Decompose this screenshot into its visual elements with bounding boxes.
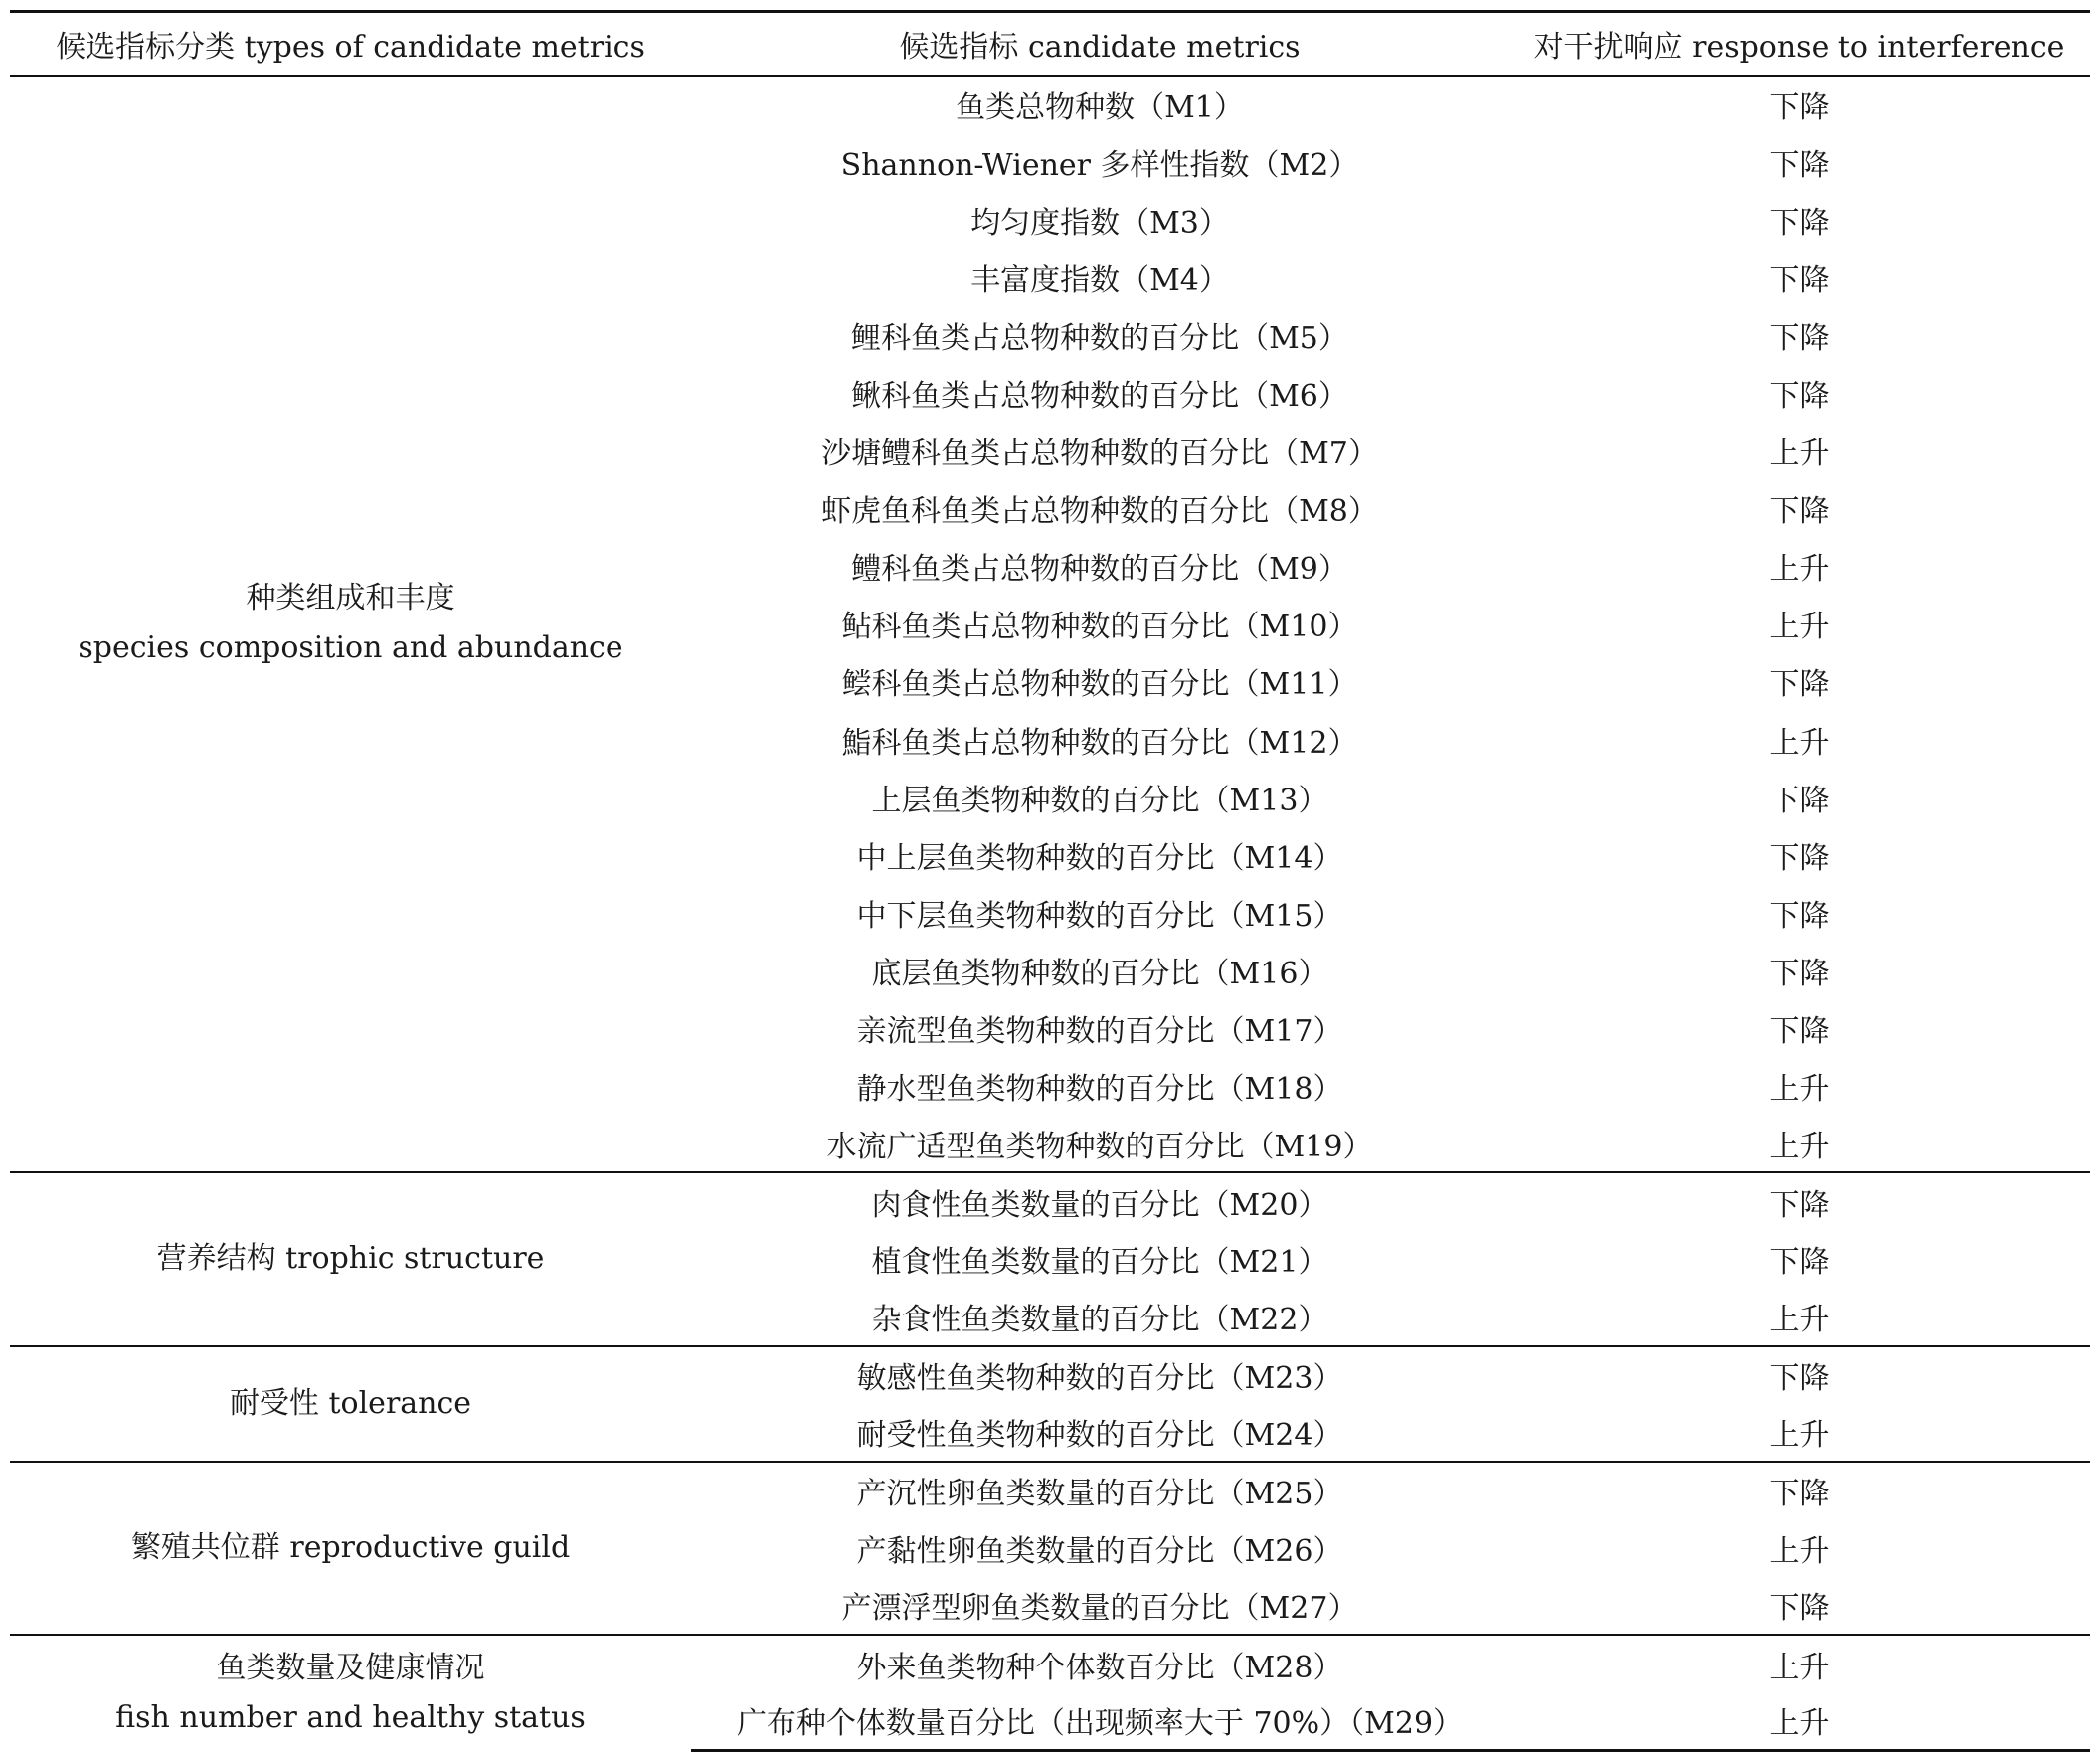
response-cell: 下降 (1769, 840, 1830, 876)
response-cell: 下降 (1769, 90, 1830, 126)
response-cell: 上升 (1769, 1418, 1830, 1454)
table-row (10, 1172, 2090, 1230)
response-cell: 下降 (1769, 783, 1830, 818)
metric-cell: 上层鱼类物种数的百分比（M13） (871, 783, 1328, 818)
response-cell: 下降 (1769, 1245, 1830, 1281)
metric-cell: 虾虎鱼科鱼类占总物种数的百分比（M8） (821, 494, 1378, 530)
header-response: 对干扰响应 response to interference (1533, 29, 2065, 65)
response-cell: 下降 (1769, 205, 1830, 241)
table-row (10, 1635, 2090, 1692)
table-row (10, 1346, 2090, 1404)
metric-cell: 底层鱼类物种数的百分比（M16） (871, 956, 1328, 991)
metric-cell: 敏感性鱼类物种数的百分比（M23） (691, 1346, 1508, 1404)
response-cell: 下降 (1769, 1014, 1830, 1050)
response-cell: 下降 (1769, 667, 1830, 703)
response-cell: 下降 (1769, 1591, 1830, 1627)
table-row (10, 1462, 2090, 1519)
category-cell (10, 1346, 691, 1462)
metric-cell: 植食性鱼类数量的百分比（M21） (871, 1245, 1328, 1281)
response-cell: 下降 (1769, 956, 1830, 991)
metrics-table (10, 10, 2090, 1752)
metric-cell: 亲流型鱼类物种数的百分比（M17） (856, 1014, 1343, 1050)
header-row (10, 12, 2090, 76)
category-label-zh: 种类组成和丰度 (246, 581, 455, 616)
metric-cell: 静水型鱼类物种数的百分比（M18） (856, 1072, 1343, 1108)
response-cell: 下降 (1508, 1462, 2090, 1519)
category-label-zh: 繁殖共位群 reproductive guild (130, 1529, 571, 1565)
metric-cell: 耐受性鱼类物种数的百分比（M24） (856, 1418, 1343, 1454)
metric-cell: 沙塘鳢科鱼类占总物种数的百分比（M7） (821, 437, 1378, 472)
metric-cell: 水流广适型鱼类物种数的百分比（M19） (826, 1129, 1373, 1164)
metric-cell: 丰富度指数（M4） (970, 263, 1229, 298)
response-cell: 上升 (1508, 1692, 2090, 1750)
response-cell: 下降 (1769, 263, 1830, 298)
header-metric: 候选指标 candidate metrics (899, 29, 1301, 65)
metric-cell: 鳢科鱼类占总物种数的百分比（M9） (851, 552, 1348, 588)
category-label-en: fish number and healthy status (115, 1699, 586, 1735)
category-cell (10, 76, 691, 1173)
metric-cell: 中上层鱼类物种数的百分比（M14） (856, 840, 1343, 876)
metric-cell: 产漂浮型卵鱼类数量的百分比（M27） (841, 1591, 1358, 1627)
response-cell: 上升 (1769, 1303, 1830, 1338)
metric-cell: 鱼类总物种数（M1） (956, 90, 1244, 126)
category-cell (10, 1635, 691, 1750)
table-body (10, 76, 2090, 1751)
metric-cell: 鲤科鱼类占总物种数的百分比（M5） (851, 320, 1348, 356)
metric-cell: 肉食性鱼类数量的百分比（M20） (691, 1172, 1508, 1230)
category-cell (10, 1462, 691, 1635)
response-cell: 下降 (1769, 379, 1830, 415)
category-cell (10, 1172, 691, 1345)
metric-cell: 杂食性鱼类数量的百分比（M22） (871, 1303, 1328, 1338)
response-cell: 下降 (1769, 320, 1830, 356)
metric-cell: 鳅科鱼类占总物种数的百分比（M6） (851, 379, 1348, 415)
response-cell: 下降 (1769, 147, 1830, 183)
response-cell: 上升 (1769, 610, 1830, 645)
response-cell: 下降 (1769, 494, 1830, 530)
response-cell: 上升 (1769, 725, 1830, 761)
response-cell: 上升 (1508, 1635, 2090, 1692)
metric-cell: 广布种个体数量百分比（出现频率大于 70%）（M29） (691, 1692, 1508, 1750)
metric-cell: 均匀度指数（M3） (970, 205, 1229, 241)
category-label-zh: 耐受性 tolerance (229, 1385, 472, 1421)
category-label-en: species composition and abundance (78, 630, 623, 666)
response-cell: 下降 (1508, 1172, 2090, 1230)
table-row (10, 76, 2090, 133)
metric-cell: Shannon-Wiener 多样性指数（M2） (840, 147, 1359, 183)
metric-cell: 鲿科鱼类占总物种数的百分比（M11） (841, 667, 1358, 703)
metric-cell: 外来鱼类物种个体数百分比（M28） (691, 1635, 1508, 1692)
response-cell: 上升 (1769, 437, 1830, 472)
metric-cell: 鮨科鱼类占总物种数的百分比（M12） (841, 725, 1358, 761)
response-cell: 上升 (1769, 1533, 1830, 1569)
metric-cell: 产沉性卵鱼类数量的百分比（M25） (691, 1462, 1508, 1519)
response-cell: 上升 (1769, 552, 1830, 588)
response-cell: 上升 (1769, 1129, 1830, 1164)
response-cell: 下降 (1769, 898, 1830, 934)
category-label-zh: 鱼类数量及健康情况 (216, 1650, 485, 1685)
category-label-zh: 营养结构 trophic structure (156, 1241, 545, 1277)
metric-cell: 中下层鱼类物种数的百分比（M15） (856, 898, 1343, 934)
metric-cell: 鲇科鱼类占总物种数的百分比（M10） (841, 610, 1358, 645)
response-cell: 上升 (1769, 1072, 1830, 1108)
response-cell: 下降 (1508, 1346, 2090, 1404)
metric-cell: 产黏性卵鱼类数量的百分比（M26） (856, 1533, 1343, 1569)
header-category: 候选指标分类 types of candidate metrics (56, 29, 645, 65)
